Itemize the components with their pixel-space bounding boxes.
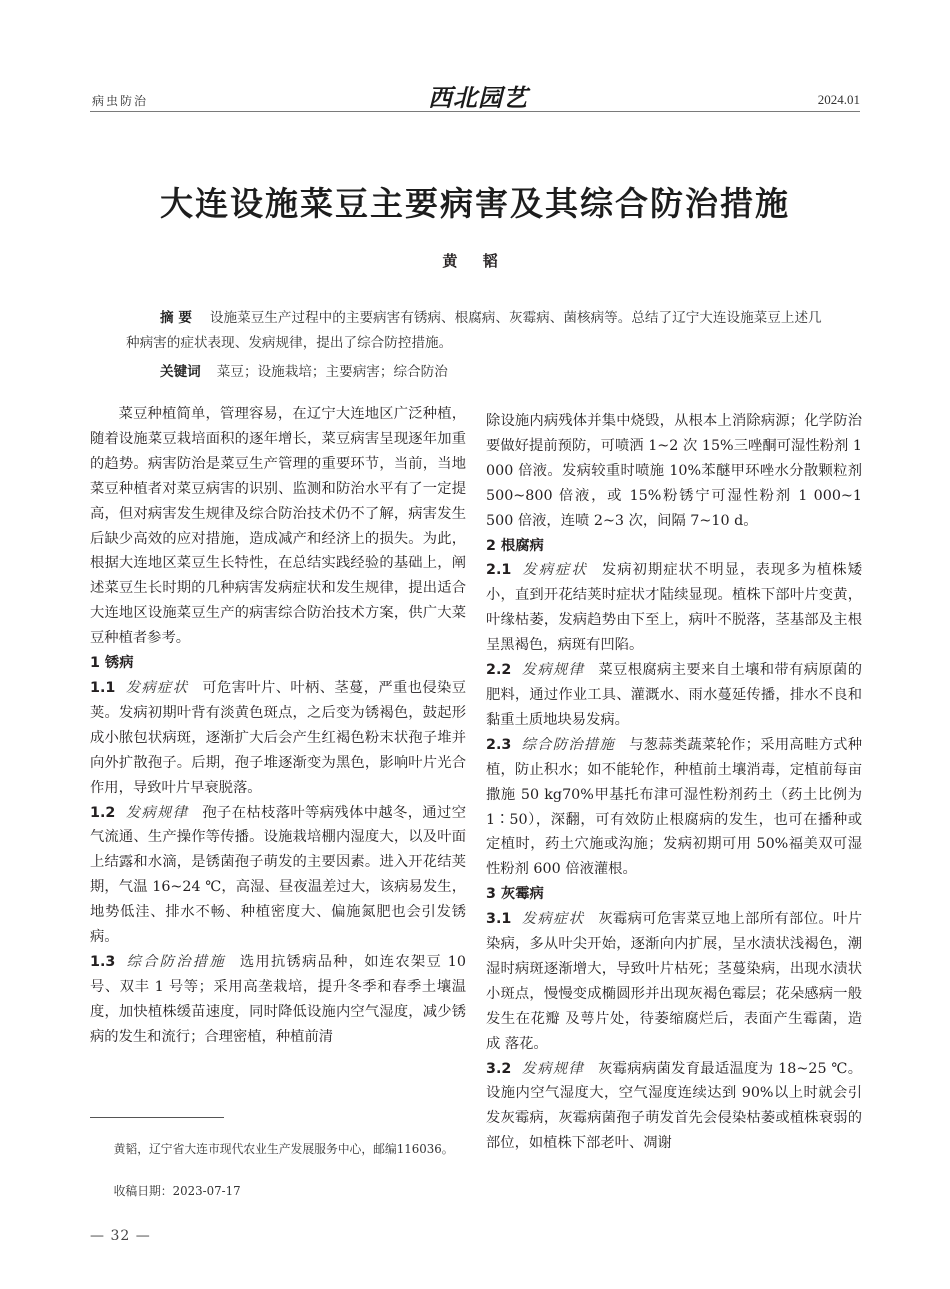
subsection-1-2 (90, 801, 466, 950)
subsection-text: 发病初期症状不明显，表现多为植株矮小，直到开花结荚时症状才陆续显现。植株下部叶片变黄，叶缘枯萎，发病趋势由下至上，病叶不脱落，茎基部及主根呈黑褐色，病斑有凹陷。 (486, 562, 862, 654)
subsection-2-1 (486, 558, 862, 658)
subsection-label: 发病症状 (521, 562, 588, 579)
subsection-1-3 (90, 950, 466, 1050)
subsection-number: 2.2 (486, 662, 512, 679)
subsection-text: 菜豆根腐病主要来自土壤和带有病原菌的肥料，通过作业工具、灌溉水、雨水蔓延传播，排水不良和黏重土质地块易发病。 (486, 662, 863, 728)
subsection-text: 与葱蒜类蔬菜轮作；采用高畦方式种植，防止积水；如不能轮作，种植前土壤消毒，定植前每亩撒施 50 kg70%甲基托布津可湿性粉剂药土（药土比例为 1∶50），深翻，可有效防止根腐病的发生，也可在播种或定植时，药土穴施或沟施；发病初期可用 50%福美双可湿性粉剂 600 倍液灌根。 (486, 736, 863, 878)
subsection-label: 发病规律 (521, 662, 585, 679)
keywords-text: 菜豆；设施栽培；主要病害；综合防治 (216, 364, 448, 380)
subsection-number: 1.2 (90, 804, 116, 821)
subsection-number: 2.3 (486, 736, 512, 753)
intro-paragraph: 菜豆种植简单，管理容易，在辽宁大连地区广泛种植，随着设施菜豆栽培面积的逐年增长，菜豆病害呈现逐年加重的趋势。病害防治是菜豆生产管理的重要环节，当前，当地菜豆种植者对菜豆病害的识别、监测和防治水平有了一定提高，但对病害发生规律及综合防治技术仍不了解，病害发生后缺少高效的应对措施，造成减产和经济上的损失。为此，根据大连地区菜豆生长特性，在总结实践经验的基础上，阐述菜豆生长时期的几种病害发病症状和发生规律，提出适合大连地区设施菜豆生产的病害综合防治技术方案，供广大菜豆种植者参考。 (90, 406, 466, 647)
abstract-text: 设施菜豆生产过程中的主要病害有锈病、根腐病、灰霉病、菌核病等。总结了辽宁大连设施菜豆上述几种病害的症状表现、发病规律，提出了综合防控措施。 (126, 310, 822, 351)
subsection-number: 2.1 (486, 562, 512, 579)
subsection-number: 1.1 (90, 679, 116, 696)
section-heading-3: 3 灰霉病 (486, 886, 544, 903)
subsection-3-2 (486, 1057, 862, 1157)
footnote-received: 收稿日期：2023-07-17 (113, 1184, 241, 1198)
subsection-label: 发病症状 (521, 911, 585, 928)
subsection-text: 灰霉病可危害菜豆地上部所有部位。叶片染病，多从叶尖开始，逐渐向内扩展，呈水渍状浅褐色，潮湿时病斑逐渐增大，导致叶片枯死；茎蔓染病，出现水渍状小斑点，慢慢变成椭圆形并出现灰褐色霉层；花朵感病一般发生在花瓣 及萼片处，待萎缩腐烂后，表面产生霉菌，造成 落花。 (486, 911, 863, 1052)
page-number: — 32 — (90, 1228, 151, 1244)
subsection-label: 发病症状 (125, 679, 189, 696)
header-divider (90, 111, 860, 112)
subsection-label: 发病规律 (125, 804, 189, 821)
subsection-3-1 (486, 907, 862, 1056)
subsection-2-3 (486, 733, 862, 882)
subsection-label: 发病规律 (521, 1060, 585, 1077)
subsection-text: 选用抗锈病品种，如连农架豆 10 号、双丰 1 号等；采用高垄栽培，提升冬季和春季土壤温度，加快植株缓苗速度，同时降低设施内空气湿度，减少锈病的发生和流行；合理密植，种植前清 (90, 953, 466, 1045)
subsection-number: 3.1 (486, 911, 512, 928)
header-section-label: 病虫防治 (92, 94, 149, 108)
journal-logo: 西北园艺 (428, 83, 528, 112)
keywords (160, 360, 448, 380)
subsection-number: 1.3 (90, 953, 116, 970)
right-column (486, 409, 862, 1156)
author: 黄 韬 (442, 252, 508, 270)
article-title: 大连设施菜豆主要病害及其综合防治措施 (160, 184, 790, 223)
abstract-label: 摘 要 (160, 310, 192, 326)
continued-paragraph: 除设施内病残体并集中烧毁，从根本上消除病源；化学防治要做好提前预防，可喷洒 1~2 次 15%三唑酮可湿性粉剂 1 000 倍液。发病较重时喷施 10%苯醚甲环唑水分散颗粒剂 500~800 倍液，或 15%粉锈宁可湿性粉剂 1 000~1 500 倍液，连喷 2~3 次，间隔 7~10 d。 (486, 413, 862, 529)
subsection-1-1 (90, 676, 466, 801)
subsection-label: 综合防治措施 (521, 736, 616, 753)
subsection-text: 孢子在枯枝落叶等病残体中越冬，通过空气流通、生产操作等传播。设施栽培棚内湿度大，以及叶面上结露和水滴，是锈菌孢子萌发的主要因素。进入开花结荚期，气温 16~24 ℃，高湿、昼夜温差过大，该病易发生，地势低洼、排水不畅、种植密度大、偏施氮肥也会引发锈病。 (90, 804, 467, 946)
keywords-label: 关键词 (160, 364, 201, 380)
subsection-text: 可危害叶片、叶柄、茎蔓，严重也侵染豆荚。发病初期叶背有淡黄色斑点，之后变为锈褐色，鼓起形成小脓包状病斑，逐渐扩大后会产生红褐色粉末状孢子堆并向外扩散孢子。后期，孢子堆逐渐变为黑色，影响叶片光合作用，导致叶片早衰脱落。 (90, 679, 467, 796)
subsection-2-2 (486, 658, 862, 733)
section-heading-2: 2 根腐病 (486, 537, 544, 554)
footnote-affiliation: 黄韬，辽宁省大连市现代农业生产发展服务中心，邮编116036。 (113, 1142, 454, 1156)
subsection-label: 综合防治措施 (125, 953, 226, 970)
section-heading-1: 1 锈病 (90, 655, 134, 672)
subsection-number: 3.2 (486, 1060, 512, 1077)
abstract (126, 306, 834, 356)
issue-label: 2024.01 (817, 92, 860, 107)
footnote-divider (90, 1117, 224, 1118)
left-column (90, 402, 466, 1050)
subsection-text: 灰霉病病菌发育最适温度为 18~25 ℃。设施内空气湿度大，空气湿度连续达到 90%以上时就会引发灰霉病，灰霉病菌孢子萌发首先会侵染枯萎或植株衰弱的部位，如植株下部老叶、凋谢 (486, 1060, 862, 1152)
